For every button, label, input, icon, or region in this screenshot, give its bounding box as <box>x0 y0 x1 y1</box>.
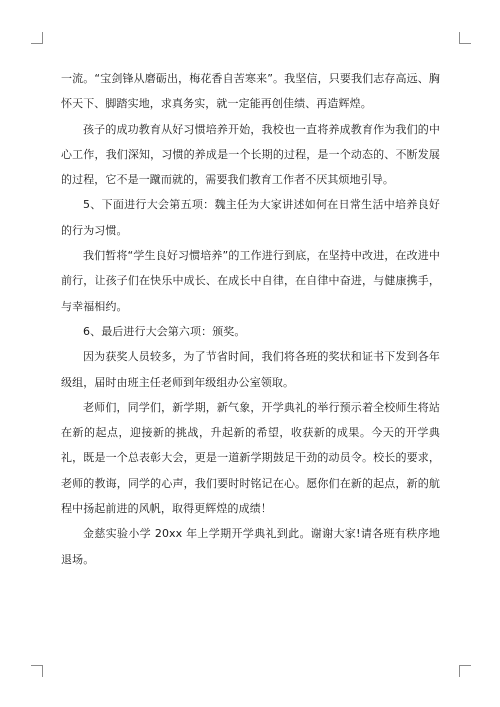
crop-mark-top-right <box>459 32 471 44</box>
paragraph: 5、下面进行大会第五项：魏主任为大家讲述如何在日常生活中培养良好的行为习惯。 <box>61 198 440 237</box>
paragraph: 孩子的成功教育从好习惯培养开始，我校也一直将养成教育作为我们的中心工作，我们深知，习惯的养成是一个长期的过程，是一个动态的、不断发展的过程，它不是一蹴而就的，需要我们教育工作者不厌其烦地引导。 <box>61 122 440 187</box>
paragraph: 因为获奖人员较多，为了节省时间，我们将各班的奖状和证书下发到各年级组，届时由班主任老师到年级组办公室领取。 <box>61 350 440 389</box>
paragraph: 我们暂将“学生良好习惯培养”的工作进行到底，在坚持中改进，在改进中前行，让孩子们在快乐中成长、在成长中自律，在自律中奋进，与健康携手，与幸福相约。 <box>61 249 440 313</box>
paragraph: 6、最后进行大会第六项：颁奖。 <box>83 324 246 338</box>
crop-mark-top-left <box>31 32 43 44</box>
paragraph: 老师们，同学们，新学期，新气象，开学典礼的举行预示着全校师生将站在新的起点，迎接新的挑战，升起新的希望，收获新的成果。今天的开学典礼，既是一个总表彰大会，更是一道新学期鼓足干劲的动员令。校长的要求，老师的教诲，同学的心声，我们要时时铭记在心。愿你们在新的起点，新的航程中扬起前进的风帆，取得更辉煌的成绩！ <box>61 400 440 516</box>
paragraph: 一流。“宝剑锋从磨砺出，梅花香自苦寒来”。我坚信，只要我们志存高远、胸怀天下、脚踏实地，求真务实，就一定能再创佳绩、再造辉煌。 <box>61 72 440 111</box>
document-body <box>61 66 440 572</box>
paragraph: 金慈实验小学 20xx 年上学期开学典礼到此。谢谢大家!请各班有秩序地退场。 <box>61 527 440 566</box>
crop-mark-bottom-right <box>459 665 471 677</box>
crop-mark-bottom-left <box>31 665 43 677</box>
